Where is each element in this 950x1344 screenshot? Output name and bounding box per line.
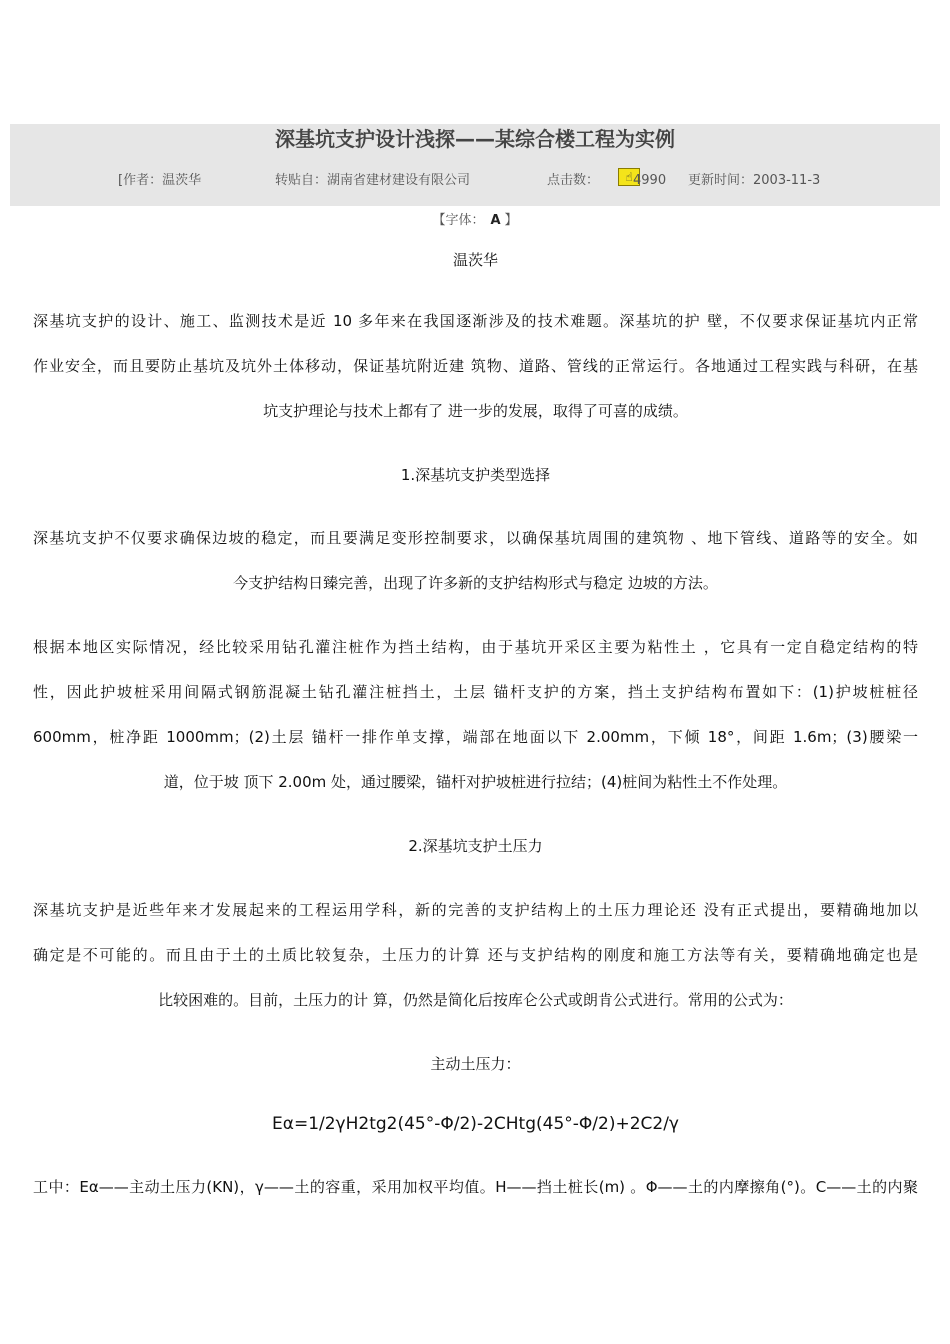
section-heading: 2.深基坑支护土压力 — [408, 837, 543, 855]
paragraph-line: 作业安全，而且要防止基坑及坑外土体移动，保证基坑附近建 筑物、道路、管线的正常运行。各地通过工程实践与科研，在基 — [33, 357, 918, 375]
formula: Eα=1/2γH2tg2(45°-Φ/2)-2CHtg(45°-Φ/2)+2C2/γ — [272, 1114, 679, 1134]
font-size-button[interactable]: A — [490, 213, 501, 228]
paragraph-line: 深基坑支护不仅要求确保边坡的稳定，而且要满足变形控制要求，以确保基坑周围的建筑物 、地下管线、道路等的安全。如 — [33, 529, 918, 547]
hits-count: 4990 — [633, 173, 667, 188]
paragraph-line: 确定是不可能的。而且由于土的土质比较复杂，土压力的计算 还与支护结构的刚度和施工方法等有关，要精确地确定也是 — [33, 946, 918, 964]
paragraph-line: 今支护结构日臻完善，出现了许多新的支护结构形式与稳定 边坡的方法。 — [233, 574, 718, 592]
paragraph-line: 深基坑支护是近些年来才发展起来的工程运用学科，新的完善的支护结构上的土压力理论还 没有正式提出，要精确地加以 — [33, 901, 918, 919]
paragraph-line: 深基坑支护的设计、施工、监测技术是近 10 多年来在我国逐渐涉及的技术难题。深基坑的护 壁，不仅要求保证基坑内正常 — [33, 312, 918, 330]
source-meta: 转贴自：湖南省建材建设有限公司 — [275, 173, 471, 188]
article-header — [10, 124, 940, 206]
paragraph-line: 坑支护理论与技术上都有了 进一步的发展，取得了可喜的成绩。 — [263, 402, 688, 420]
hits-label: 点击数： — [547, 173, 600, 188]
font-size-bar — [0, 211, 950, 231]
hand-icon: ☝ — [618, 168, 640, 186]
article-title: 深基坑支护设计浅探——某综合楼工程为实例 — [275, 127, 675, 151]
paragraph-line: 根据本地区实际情况，经比较采用钻孔灌注桩作为挡土结构，由于基坑开采区主要为粘性土 ，它具有一定自稳定结构的特 — [33, 638, 918, 656]
paragraph-line: 工中：Eα——主动土压力(KN)，γ——土的容重，采用加权平均值。H——挡土桩长(m) 。Φ——土的内摩擦角(°)。C——土的内聚 — [33, 1178, 918, 1196]
font-bar-open: 【字体： — [432, 213, 485, 228]
paragraph-line: 600mm，桩净距 1000mm；(2)土层 锚杆一排作单支撑，端部在地面以下 2.00mm，下倾 18°，间距 1.6m；(3)腰梁一 — [33, 728, 918, 746]
section-heading: 1.深基坑支护类型选择 — [400, 466, 551, 484]
update-time: 更新时间：2003-11-3 — [688, 173, 821, 188]
formula-label: 主动土压力： — [430, 1055, 521, 1073]
paragraph-line: 比较困难的。目前，土压力的计 算，仍然是简化后按库仑公式或朗肯公式进行。常用的公式为： — [158, 991, 793, 1009]
paragraph-line: 道，位于坡 顶下 2.00m 处，通过腰梁，锚杆对护坡桩进行拉结；(4)桩间为粘性土不作处理。 — [163, 773, 788, 791]
author-meta: [作者：温茨华 — [118, 173, 202, 188]
paragraph-line: 性，因此护坡桩采用间隔式钢筋混凝土钻孔灌注桩挡土，土层 锚杆支护的方案，挡土支护结构布置如下：(1)护坡桩桩径 — [33, 683, 918, 701]
font-bar-close: 】 — [504, 213, 518, 228]
body-author: 温茨华 — [452, 251, 498, 269]
